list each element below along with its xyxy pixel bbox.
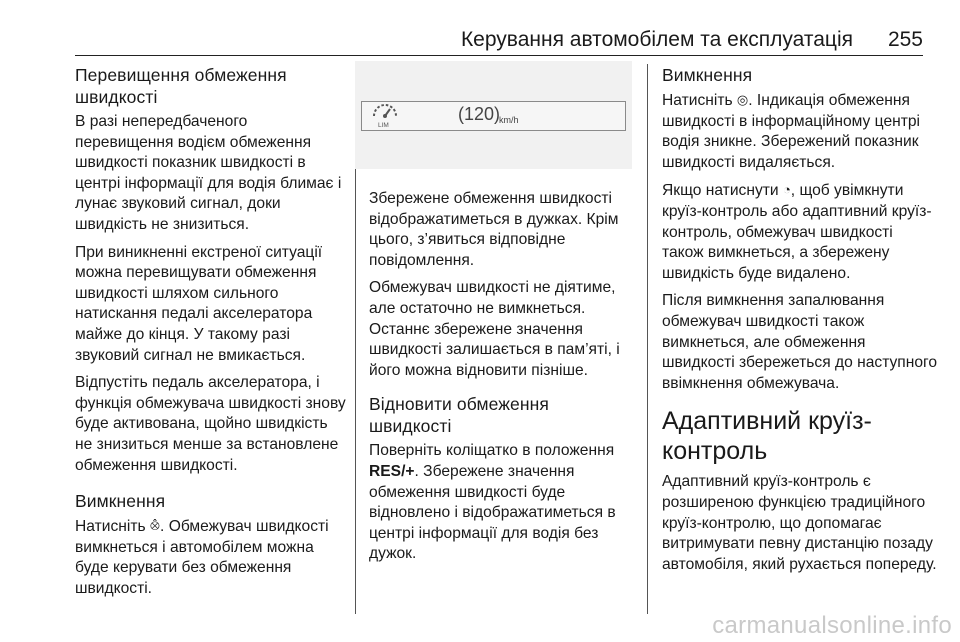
paragraph: В разі непередбаченого перевищення водієм обмеження швидкості показник швидкості в центрі інформації для водія блимає і лунає звуковий сигнал, доки швидкість не знизиться.: [75, 113, 342, 233]
page-number: 255: [887, 28, 923, 51]
heading-deactivation: Вимкнення: [662, 65, 753, 85]
page-header: [0, 0, 960, 50]
paragraph: Натисніть ◎. Індикація обмеження швидкості в інформаційному центрі водія зникне. Збережений показник швидкості видаляється.: [662, 92, 921, 171]
paragraph: Обмежувач швидкості не діятиме, але остаточно не вимкнеться. Останнє збережене значення швидкості залишається в пам’яті, і його можна відновити пізніше.: [369, 279, 620, 379]
heading-deactivation: Вимкнення: [75, 491, 166, 512]
heading-adaptive-cruise-control: Адаптивний круїз-контроль: [662, 407, 872, 466]
speed-limiter-off-icon: ⨶: [149, 518, 161, 534]
paragraph: Поверніть коліщатко в положення RES/+. Збережене значення обмеження швидкості буде відновлено і відображатиметься в центрі інформації для водія без дужок.: [369, 442, 616, 563]
speed-limiter-icon: [369, 99, 401, 131]
res-key-label: RES/+: [369, 462, 415, 480]
paragraph: Відпустіть педаль акселератора, і функція обмежувача швидкості знову буде активована, щойно швидкість не знизиться менше за встановлене обмеження швидкості.: [75, 374, 346, 474]
column-divider-2: [647, 64, 648, 614]
paragraph: Адаптивний круїз-контроль є розширеною функцією традиційного круїз-контролю, що допомагає витримувати певну дистанцію позаду автомобіля, який рухається попереду.: [662, 473, 937, 573]
paragraph: Збережене обмеження швидкості відображатиметься в дужках. Крім цього, з’явиться відповідне повідомлення.: [369, 190, 619, 269]
heading-resume-limit: Відновити обмеження швидкості: [369, 394, 549, 437]
speed-limit-display-illustration: [355, 61, 632, 169]
speed-limiter-icon: ◎: [736, 92, 749, 107]
paragraph: Якщо натиснути ◔, щоб увімкнути круїз-контроль або адаптивний круїз-контроль, обмежувач швидкості також вимкнеться, а збережену швидкість буде видалено.: [662, 182, 932, 282]
paragraph: При виникненні екстреної ситуації можна перевищувати обмеження швидкості шляхом сильного натискання педалі акселератора майже до кінця. У такому разі звуковий сигнал не вмикається.: [75, 243, 323, 364]
cruise-control-icon: ◔: [782, 182, 791, 198]
column-right: [662, 64, 938, 582]
stored-speed-value: (120): [458, 104, 501, 124]
column-middle: [369, 64, 632, 572]
speed-unit: km/h: [499, 115, 519, 125]
header-rule: [75, 55, 923, 56]
chapter-title: Керування автомобілем та експлуатація: [460, 28, 853, 51]
limiter-label: LIM: [378, 122, 389, 129]
paragraph: Після вимкнення запалювання обмежувач швидкості також вимкнеться, але обмеження швидкості збережеться до наступного ввімкнення обмежувача.: [662, 292, 938, 392]
heading-speed-exceeded: Перевищення обмеження швидкості: [75, 65, 287, 107]
column-left: [75, 64, 347, 606]
watermark: carmanualsonline.info: [712, 612, 952, 639]
display-frame: [361, 101, 626, 131]
paragraph: Натисніть ⨶. Обмежувач швидкості вимкнеться і автомобілем можна буде керувати без обмеження швидкості.: [75, 518, 329, 597]
